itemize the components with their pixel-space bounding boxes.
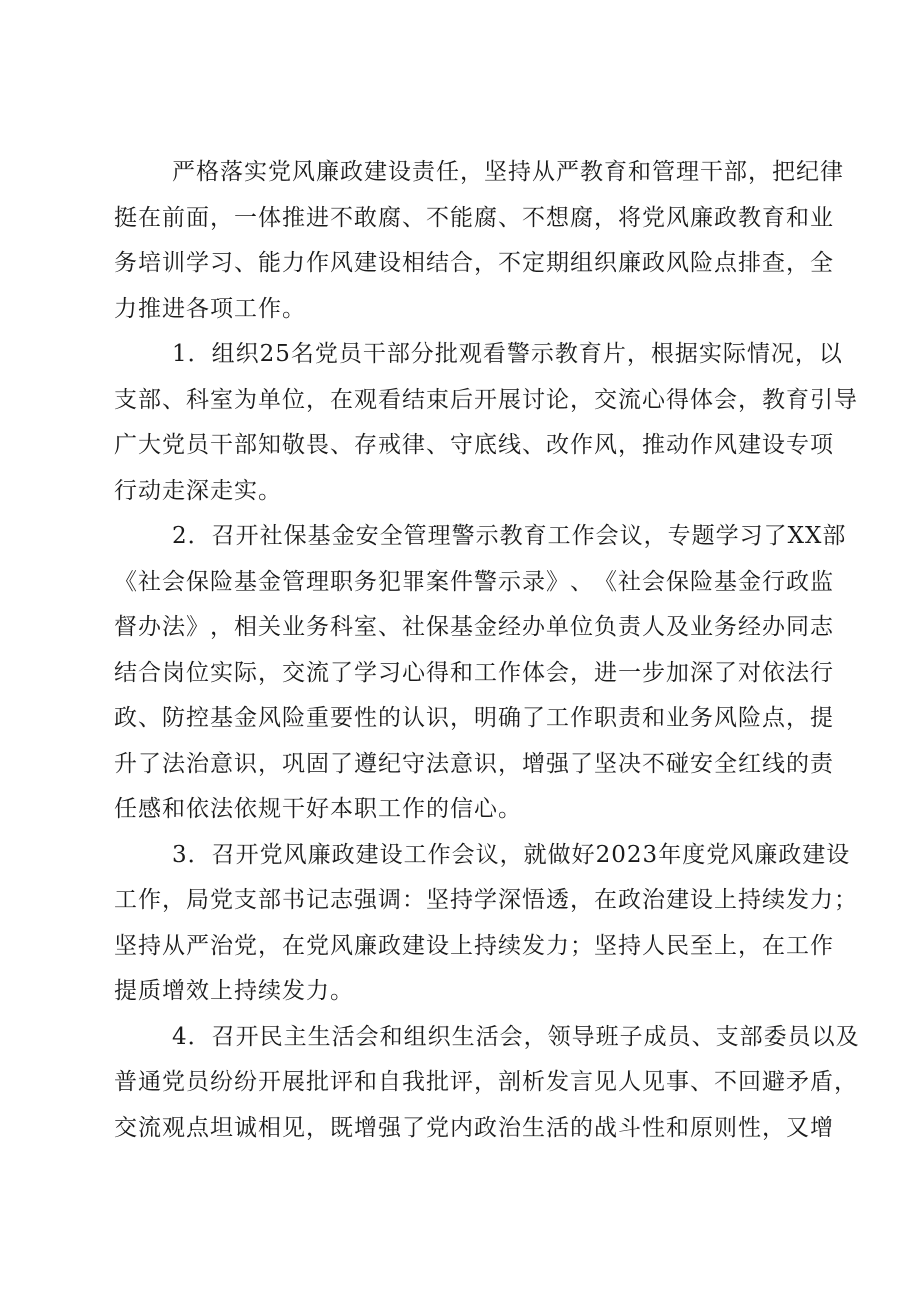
paragraph — [114, 332, 858, 514]
paragraph-line: 严 格 落 实 党 风 廉 政 建 设 责 任 ， 坚 持 从 严 教 育 和 管 理 干 部 ， 把 纪 律 — [172, 159, 844, 185]
paragraph — [114, 1015, 860, 1152]
paragraph-line: 行动走深走实。 — [114, 477, 282, 504]
paragraph-line: 交 流 观 点 坦 诚 相 见 ， 既 增 强 了 党 内 政 治 生 活 的 战 斗 性 和 原 则 性 ， 又 增 — [114, 1114, 834, 1141]
body-text — [114, 150, 860, 1151]
paragraph-line: 1 ． 组 织 25 名 党 员 干 部 分 批 观 看 警 示 教 育 片 ， 根 据 实 际 情 况 ， 以 — [172, 341, 843, 367]
paragraph-line: 结 合 岗 位 实 际 ， 交 流 了 学 习 心 得 和 工 作 体 会 ， 进 一 步 加 深 了 对 依 法 行 — [114, 659, 834, 686]
paragraph-line: 《 社 会 保 险 基 金 管 理 职 务 犯 罪 案 件 警 示 录 》 、 《 社 会 保 险 基 金 行 政 监 — [114, 568, 834, 595]
paragraph-line: 支 部 、 科 室 为 单 位 ， 在 观 看 结 束 后 开 展 讨 论 ， 交 流 心 得 体 会 ， 教 育 引 导 — [114, 386, 858, 413]
paragraph-line: 提质增效上持续发力。 — [114, 978, 354, 1004]
paragraph-line: 政 、 防 控 基 金 风 险 重 要 性 的 认 识 ， 明 确 了 工 作 职 责 和 业 务 风 险 点 ， 提 — [114, 705, 834, 731]
paragraph-line: 挺 在 前 面 ， 一 体 推 进 不 敢 腐 、 不 能 腐 、 不 想 腐 ， 将 党 风 廉 政 教 育 和 业 — [114, 204, 834, 231]
paragraph-line: 工 作 ， 局 党 支 部 书 记 志 强 调 ： 坚 持 学 深 悟 透 ， 在 政 治 建 设 上 持 续 发 力 ； — [114, 887, 858, 913]
paragraph-line: 4 ． 召 开 民 主 生 活 会 和 组 织 生 活 会 ， 领 导 班 子 成 员 、 支 部 委 员 以 及 — [172, 1023, 860, 1050]
paragraph-line: 2 ． 召 开 社 保 基 金 安 全 管 理 警 示 教 育 工 作 会 议 ， 专 题 学 习 了 XX 部 — [172, 523, 847, 549]
paragraph-line: 普 通 党 员 纷 纷 开 展 批 评 和 自 我 批 评 ， 剖 析 发 言 见 人 见 事 、 不 回 避 矛 盾 ， — [114, 1069, 858, 1095]
paragraph-line: 力推进各项工作。 — [114, 295, 306, 322]
paragraph-line: 广 大 党 员 干 部 知 敬 畏 、 存 戒 律 、 守 底 线 、 改 作 风 ， 推 动 作 风 建 设 专 项 — [114, 432, 834, 458]
paragraph — [114, 833, 858, 1015]
paragraph-line: 坚 持 从 严 治 党 ， 在 党 风 廉 政 建 设 上 持 续 发 力 ； 坚 持 人 民 至 上 ， 在 工 作 — [114, 932, 834, 959]
paragraph-line: 务 培 训 学 习 、 能 力 作 风 建 设 相 结 合 ， 不 定 期 组 织 廉 政 风 险 点 排 查 ， 全 — [114, 250, 834, 276]
paragraph — [114, 514, 847, 833]
paragraph — [114, 150, 844, 332]
paragraph-line: 督 办 法 》 ， 相 关 业 务 科 室 、 社 保 基 金 经 办 单 位 负 责 人 及 业 务 经 办 同 志 — [114, 614, 834, 640]
paragraph-line: 任感和依法依规干好本职工作的信心。 — [114, 796, 522, 822]
paragraph-line: 升 了 法 治 意 识 ， 巩 固 了 遵 纪 守 法 意 识 ， 增 强 了 坚 决 不 碰 安 全 红 线 的 责 — [114, 750, 834, 777]
paragraph-line: 3 ． 召 开 党 风 廉 政 建 设 工 作 会 议 ， 就 做 好 2023 年 度 党 风 廉 政 建 设 — [172, 841, 851, 868]
